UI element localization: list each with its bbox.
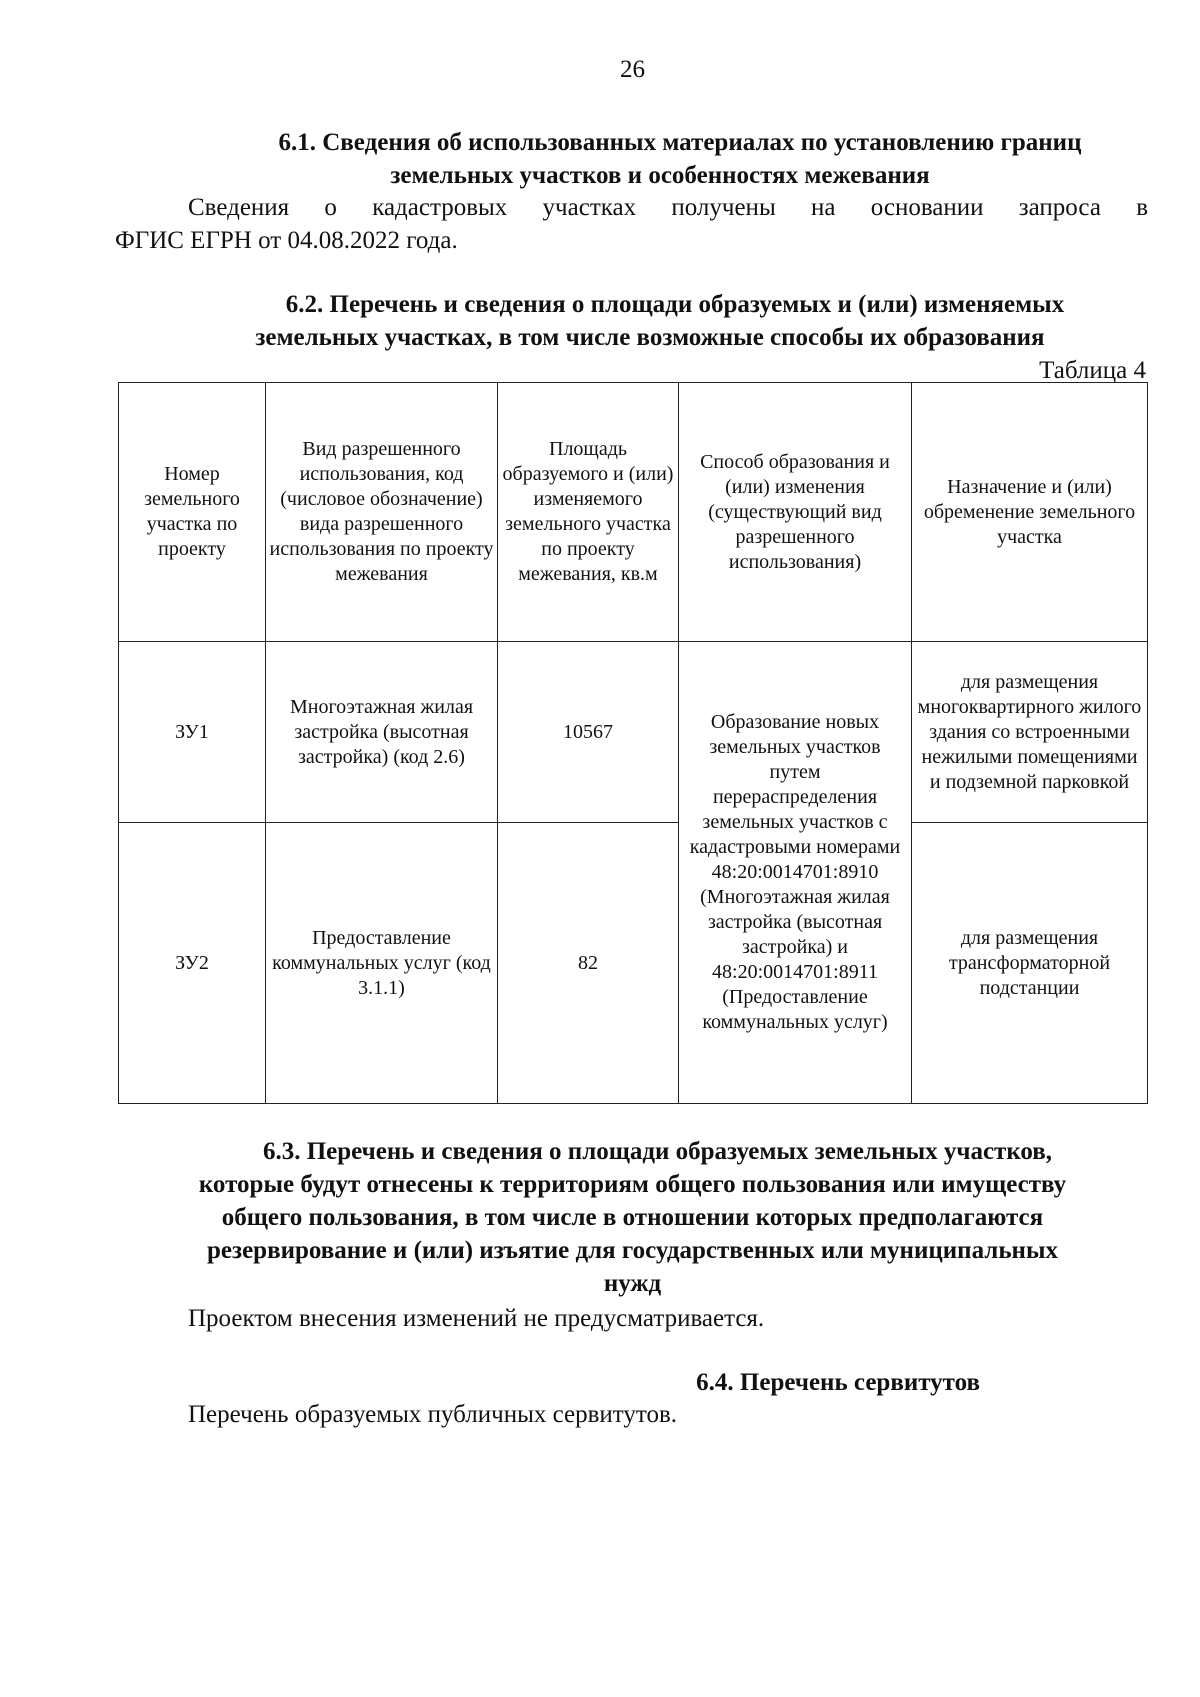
permitted-use-cell: Предоставление коммунальных услуг (код 3.1.1) (266, 823, 498, 1104)
header-purpose: Назначение и (или) обременение земельного участка (912, 383, 1148, 642)
section-6-1-heading-line-2: земельных участков и особенностях межевания (390, 162, 930, 189)
table-header-row (119, 383, 1148, 642)
plot-number-cell: ЗУ2 (119, 823, 266, 1104)
section-6-1-heading-line-1: 6.1. Сведения об использованных материалах по установлению границ (278, 129, 1082, 156)
header-plot-number: Номер земельного участка по проекту (119, 383, 266, 642)
table-row (119, 642, 1148, 823)
purpose-cell: для размещения многоквартирного жилого здания со встроенными нежилыми помещениями и подземной парковкой (912, 642, 1148, 823)
plot-number-cell: ЗУ1 (119, 642, 266, 823)
section-6-3-text: Проектом внесения изменений не предусматривается. (188, 1305, 765, 1332)
section-6-3-heading-line-5: нужд (603, 1270, 662, 1297)
area-cell: 10567 (498, 642, 679, 823)
section-6-1-text-line-1: Сведения о кадастровых участках получены на основании запроса в (188, 194, 1148, 221)
section-6-3-heading-line-2: которые будут отнесены к территориям общего пользования или имуществу (198, 1171, 1067, 1198)
permitted-use-cell: Многоэтажная жилая застройка (высотная застройка) (код 2.6) (266, 642, 498, 823)
section-6-3-heading-line-4: резервирование и (или) изъятие для государственных или муниципальных (207, 1237, 1058, 1264)
table-label: Таблица 4 (1039, 357, 1146, 384)
section-6-2-heading-line-2: земельных участках, в том числе возможные способы их образования (255, 324, 1045, 351)
section-6-4-heading: 6.4. Перечень сервитутов (696, 1369, 980, 1396)
page-number: 26 (620, 56, 645, 83)
land-plots-table (118, 382, 1148, 1104)
section-6-3-heading-line-3: общего пользования, в том числе в отношении которых предполагаются (221, 1204, 1044, 1231)
section-6-4-text: Перечень образуемых публичных сервитутов. (188, 1401, 678, 1428)
header-formation-method: Способ образования и (или) изменения (существующий вид разрешенного использования) (679, 383, 912, 642)
header-area: Площадь образуемого и (или) изменяемого земельного участка по проекту межевания, кв.м (498, 383, 679, 642)
header-permitted-use: Вид разрешенного использования, код (числовое обозначение) вида разрешенного использования по проекту межевания (266, 383, 498, 642)
section-6-3-heading-line-1: 6.3. Перечень и сведения о площади образуемых земельных участков, (262, 1138, 1053, 1165)
purpose-cell: для размещения трансформаторной подстанции (912, 823, 1148, 1104)
area-cell: 82 (498, 823, 679, 1104)
section-6-1-heading (160, 126, 1160, 192)
table-row (119, 823, 1148, 1104)
section-6-2-heading (150, 288, 1150, 354)
section-6-1-text-line-2: ФГИС ЕГРН от 04.08.2022 года. (115, 227, 458, 254)
section-6-2-heading-line-1: 6.2. Перечень и сведения о площади образуемых и (или) изменяемых (285, 291, 1065, 318)
section-6-3-heading (100, 1135, 1165, 1300)
formation-method-cell: Образование новых земельных участков путем перераспределения земельных участков с кадастровыми номерами 48:20:0014701:8910 (Многоэтажная жилая застройка (высотная застройка) и 48:20:0014701:8911 (Предоставление коммунальных услуг) (679, 642, 912, 1104)
